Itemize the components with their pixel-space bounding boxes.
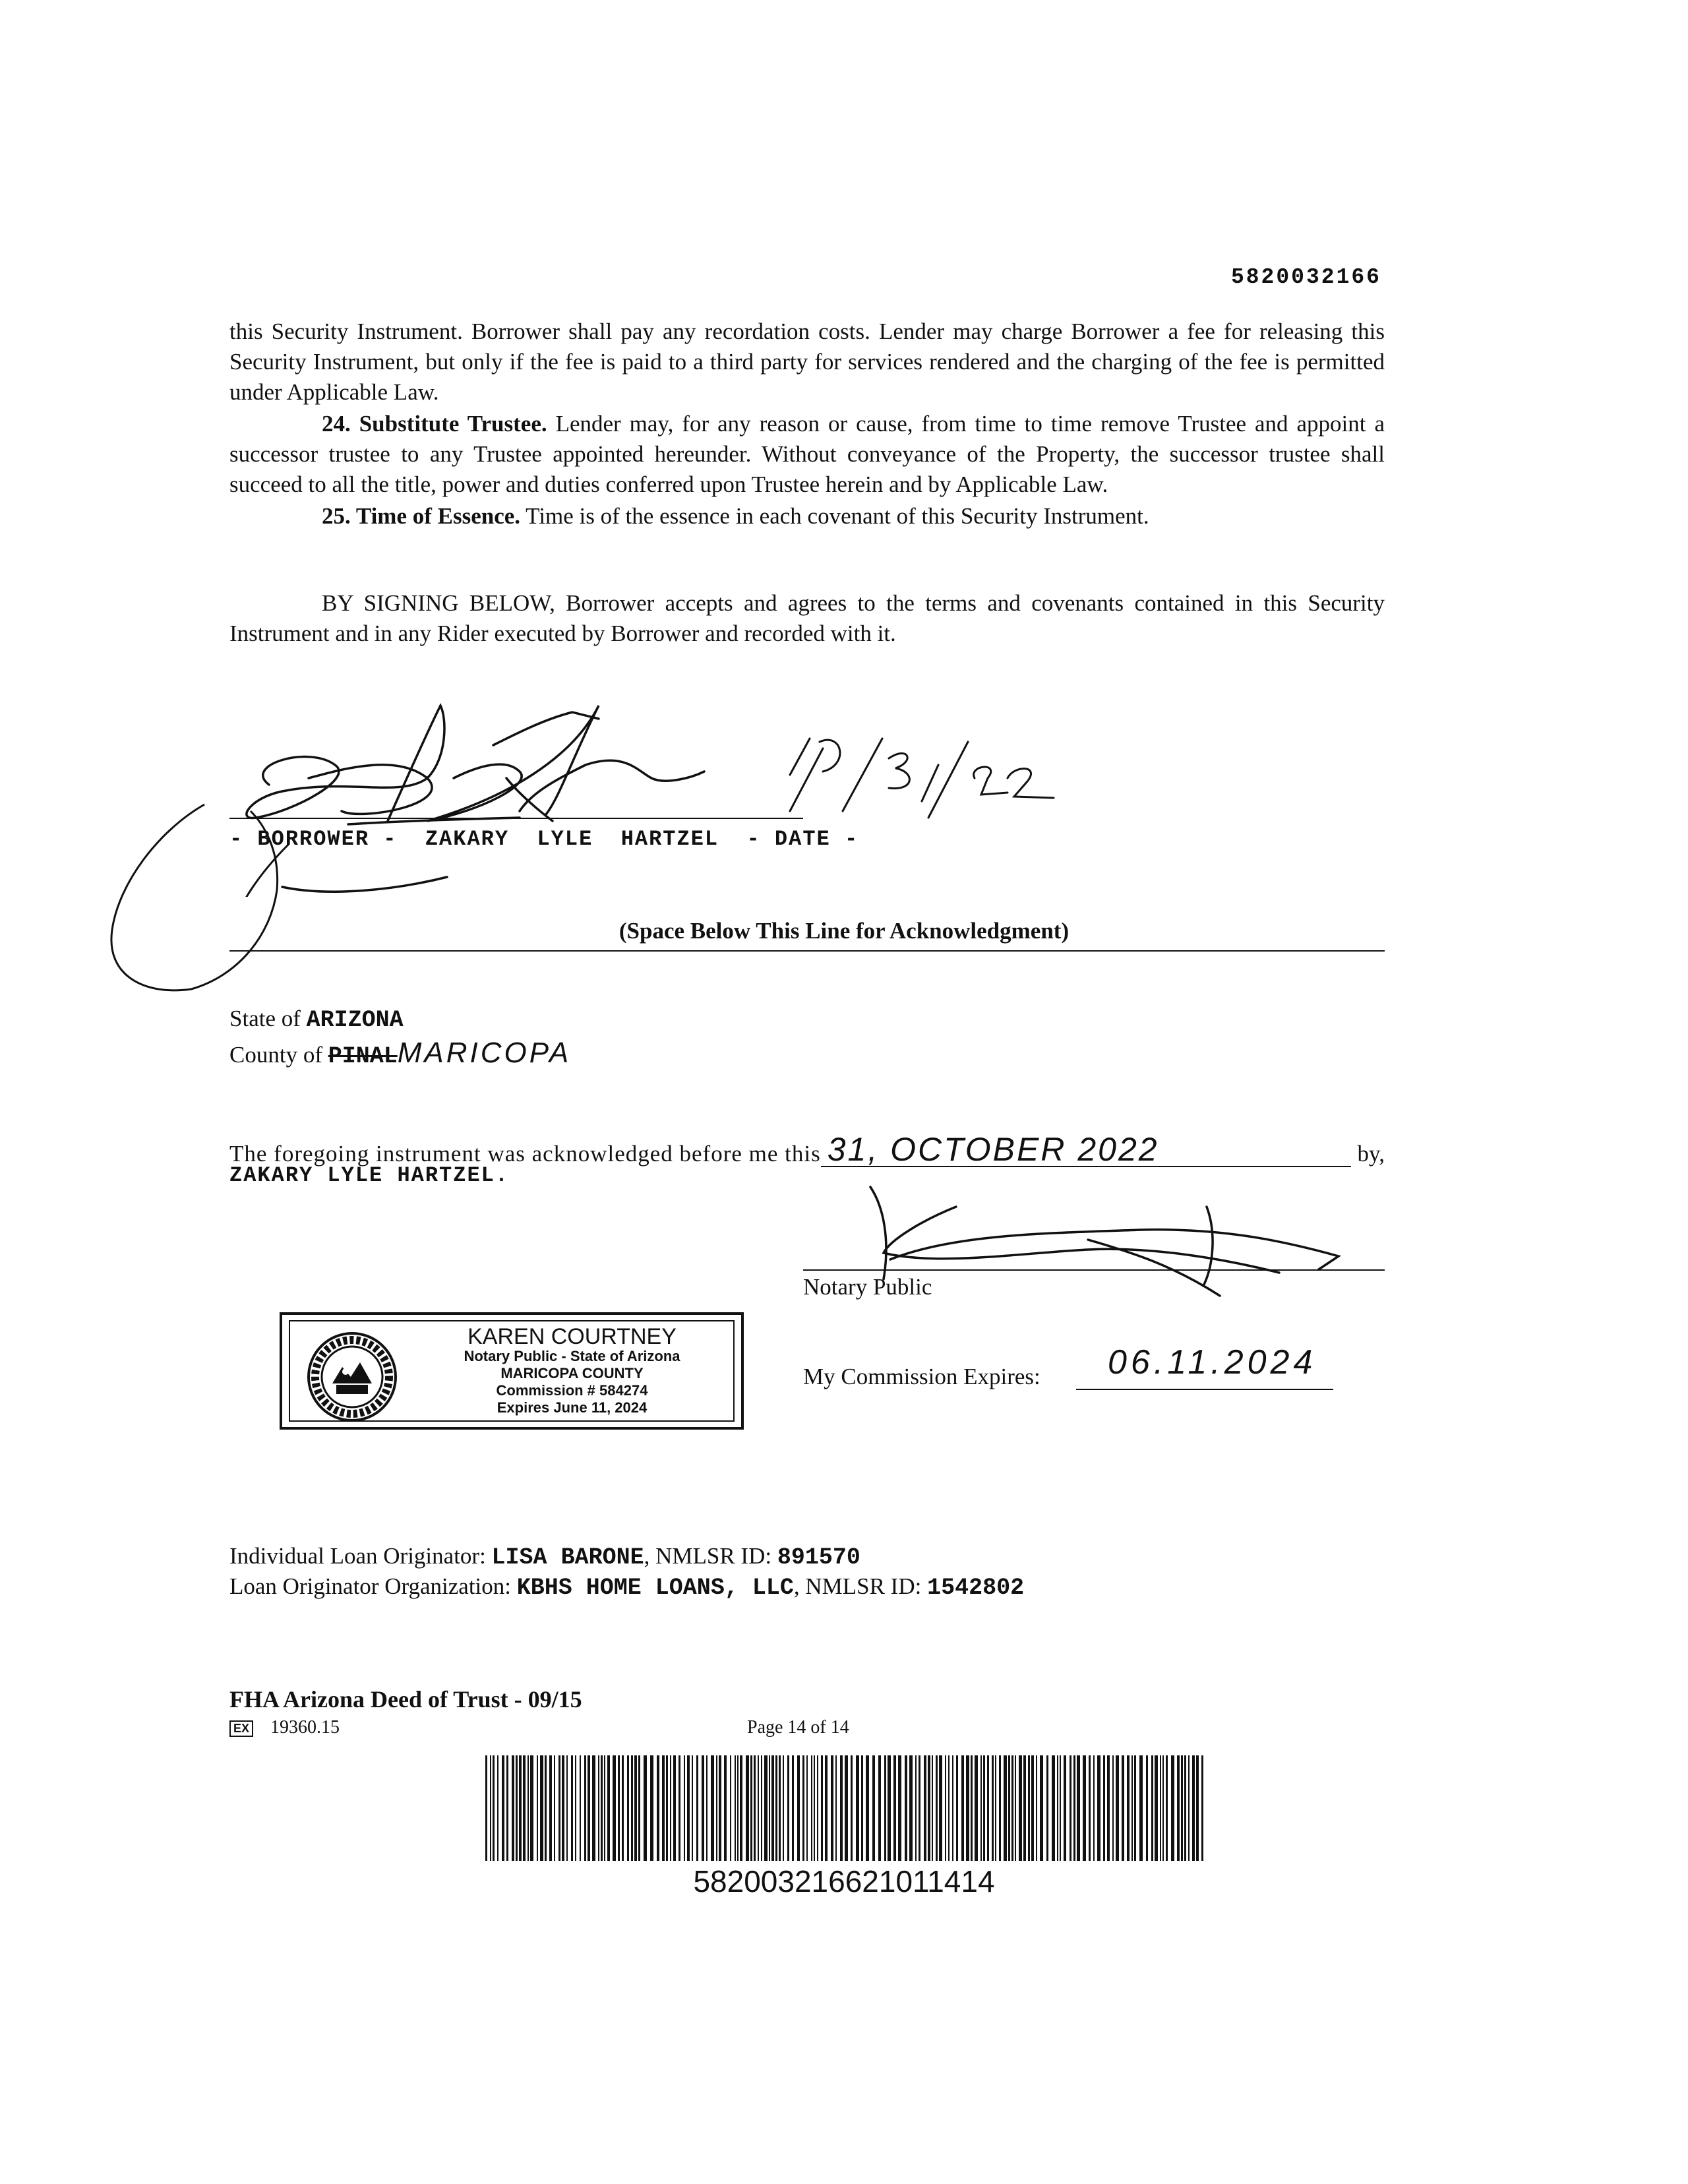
section-24-heading: 24. Substitute Trustee. [322,411,547,437]
loan-number: 5820032166 [1230,265,1381,289]
paragraph-25 [229,501,1385,531]
commission-expires-label: My Commission Expires: [803,1364,1040,1389]
acknowledgment-sentence [229,1133,1385,1167]
ack-sentence-prefix: The foregoing instrument was acknowledged before me this [229,1141,821,1167]
acknowledgment-divider [229,950,1385,952]
organization-label: Loan Originator Organization: [229,1573,517,1599]
individual-originator-name: LISA BARONE [491,1544,644,1571]
individual-id-label: , NMLSR ID: [644,1543,777,1569]
acknowledgment-title: (Space Below This Line for Acknowledgment) [618,918,1070,944]
county-line [229,1037,571,1070]
individual-originator-label: Individual Loan Originator: [229,1543,492,1569]
page-number: Page 14 of 14 [747,1717,849,1738]
individual-originator [229,1543,860,1571]
commission-date-handwritten: 06.11.2024 [1108,1343,1317,1381]
stamp-notary-name: KAREN COURTNEY [467,1324,677,1349]
county-label: County of [229,1042,328,1068]
signature-flourish [106,778,303,1016]
borrower-label: - BORROWER - ZAKARY LYLE HARTZEL - DATE - [229,827,859,851]
signature-line [229,818,803,819]
barcode-number: 582003216621011414 [693,1864,995,1898]
document-body [229,317,1385,649]
state-value: ARIZONA [306,1007,404,1033]
barcode-icon [485,1755,1204,1861]
commission-line [1076,1389,1333,1390]
ack-date-handwritten: 31, OCTOBER 2022 [821,1133,1351,1167]
state-label: State of [229,1006,307,1031]
acknowledged-person: ZAKARY LYLE HARTZEL. [229,1163,510,1188]
section-24-text: Lender may, for any reason or cause, from time to time remove Trustee and appoint a successor trustee to any Trustee appointed hereunder. Without conveyance of the Property, the successor trustee shall succeed to all the title, power and duties conferred upon Trustee herein and by Applicable Law. [229,411,1385,497]
form-code-line [229,1717,340,1738]
paragraph-23-continued: this Security Instrument. Borrower shall pay any recordation costs. Lender may charge Borrower a fee for releasing this Security Instrument, but only if the fee is paid to a third party for services rendered and the charging of the fee is permitted under Applicable Law. [229,318,1385,405]
notary-signature-line [803,1269,1385,1271]
form-code: 19360.15 [270,1717,340,1738]
individual-id: 891570 [777,1544,860,1571]
section-25-text: Time is of the essence in each covenant of this Security Instrument. [520,503,1149,529]
organization-id: 1542802 [927,1575,1025,1601]
notary-stamp [280,1312,744,1430]
stamp-line-commission: Commission # 584274 [496,1382,648,1399]
form-badge-icon: EX [229,1720,253,1737]
county-struck: PINAL [328,1043,398,1070]
form-title: FHA Arizona Deed of Trust - 09/15 [229,1686,582,1713]
notary-label: Notary Public [803,1274,932,1300]
stamp-line-expires: Expires June 11, 2024 [497,1399,648,1416]
originator-organization [229,1573,1024,1601]
arizona-seal-icon [306,1331,398,1423]
stamp-line-county: MARICOPA COUNTY [500,1365,644,1381]
borrower-signature [229,679,1385,897]
notary-signature [857,1180,1372,1299]
signing-statement: BY SIGNING BELOW, Borrower accepts and agrees to the terms and covenants contained in this Security Instrument and in any Rider executed by Borrower and recorded with it. [229,590,1385,646]
stamp-line-title: Notary Public - State of Arizona [464,1348,680,1364]
paragraph-24 [229,409,1385,500]
ack-sentence-suffix: by, [1357,1141,1385,1167]
state-line [229,1006,404,1033]
organization-name: KBHS HOME LOANS, LLC [516,1575,794,1601]
organization-id-label: , NMLSR ID: [793,1573,928,1599]
section-25-heading: 25. Time of Essence. [322,503,521,529]
county-handwritten: MARICOPA [397,1037,572,1069]
